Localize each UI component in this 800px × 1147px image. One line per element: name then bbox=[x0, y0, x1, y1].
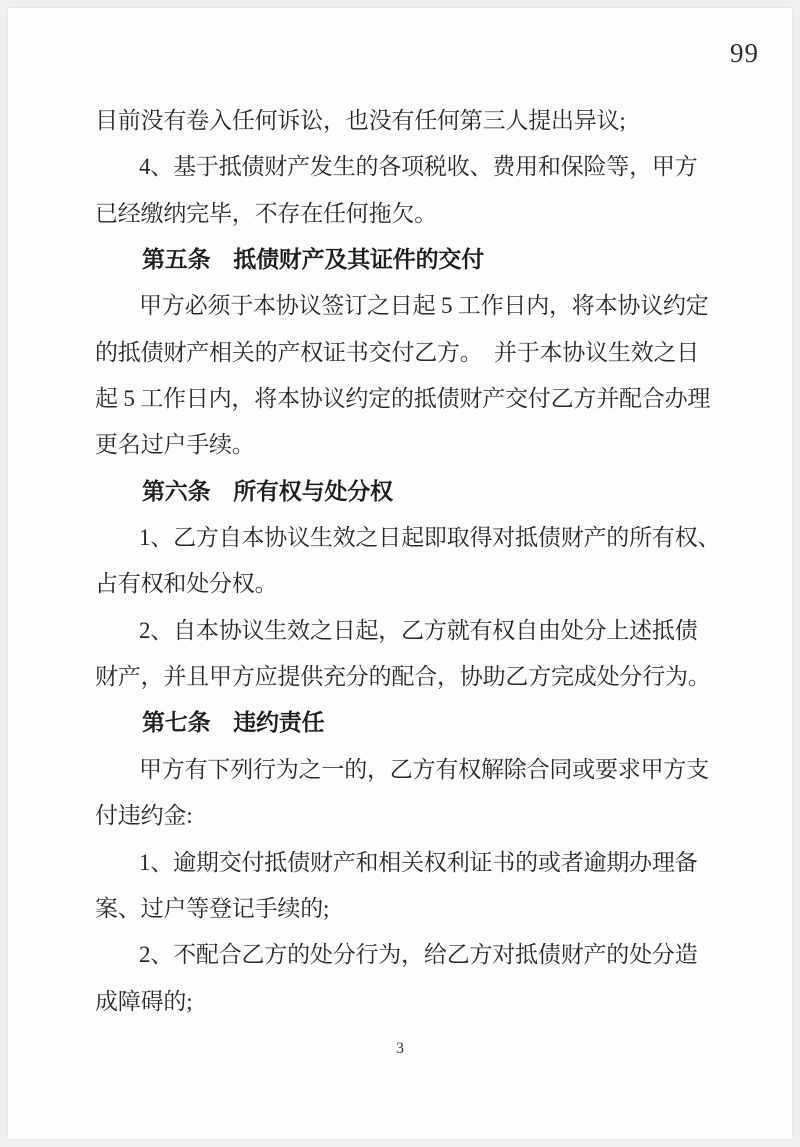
document-text-line: 的抵债财产相关的产权证书交付乙方。 并于本协议生效之日 bbox=[95, 339, 700, 365]
document-heading-line: 第六条 所有权与处分权 bbox=[142, 478, 393, 504]
document-heading-line: 第七条 违约责任 bbox=[142, 710, 325, 736]
document-page bbox=[8, 8, 792, 1139]
document-heading-line: 第五条 抵债财产及其证件的交付 bbox=[142, 247, 485, 273]
document-text-line: 1、逾期交付抵债财产和相关权利证书的或者逾期办理备 bbox=[139, 849, 698, 875]
document-text-line: 甲方必须于本协议签订之日起 5 工作日内，将本协议约定 bbox=[139, 293, 709, 319]
corner-page-number: 99 bbox=[730, 38, 759, 68]
document-text-line: 已经缴纳完毕，不存在任何拖欠。 bbox=[95, 200, 438, 226]
document-text-line: 2、自本协议生效之日起，乙方就有权自由处分上述抵债 bbox=[139, 617, 698, 643]
document-text-line: 甲方有下列行为之一的，乙方有权解除合同或要求甲方支 bbox=[139, 756, 710, 782]
document-text-line: 目前没有卷入任何诉讼，也没有任何第三人提出异议; bbox=[95, 108, 626, 133]
document-text-line: 成障碍的; bbox=[95, 988, 193, 1014]
document-text-line: 起 5 工作日内，将本协议约定的抵债财产交付乙方并配合办理 bbox=[95, 386, 711, 412]
document-lines bbox=[8, 8, 792, 1025]
document-text-line: 案、过户等登记手续的; bbox=[95, 895, 330, 921]
document-text-line: 财产，并且甲方应提供充分的配合，协助乙方完成处分行为。 bbox=[95, 664, 711, 690]
document-text-line: 更名过户手续。 bbox=[95, 432, 255, 458]
document-text-line: 4、基于抵债财产发生的各项税收、费用和保险等，甲方 bbox=[139, 154, 698, 180]
document-text-line: 付违约金: bbox=[95, 803, 193, 829]
footer-page-number: 3 bbox=[396, 1040, 404, 1057]
document-text-line: 1、乙方自本协议生效之日起即取得对抵债财产的所有权、 bbox=[139, 525, 721, 551]
document-text-line: 占有权和处分权。 bbox=[95, 571, 278, 597]
document-text-line: 2、不配合乙方的处分行为，给乙方对抵债财产的处分造 bbox=[139, 942, 698, 968]
